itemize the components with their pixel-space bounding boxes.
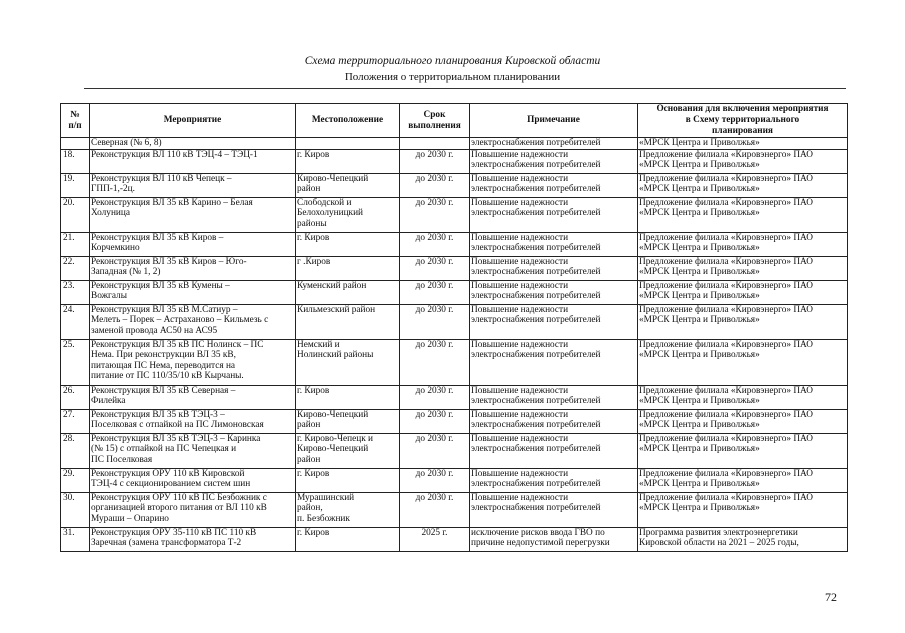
- cell-term: [400, 138, 470, 150]
- cell-event-line: ПС Поселковая: [91, 454, 153, 465]
- cell-basis-line: Предложение филиала «Кировэнерго» ПАО: [639, 385, 814, 396]
- cell-note: [470, 304, 638, 339]
- table-row: [61, 197, 848, 232]
- cell-location-line: Нолинский районы: [297, 350, 374, 361]
- cell-note-line: электроснабжения потребителей: [471, 350, 601, 361]
- cell-basis-line: Программа развития электроэнергетики: [639, 527, 798, 538]
- cell-note: [470, 197, 638, 232]
- cell-event-line: Заречная (замена трансформатора Т-2: [91, 538, 242, 549]
- cell-location-line: Белохолуницкий: [297, 208, 364, 219]
- cell-location: [296, 149, 400, 173]
- cell-event: [90, 339, 296, 385]
- table-row: [61, 492, 848, 527]
- cell-note-line: электроснабжения потребителей: [471, 267, 601, 278]
- cell-note-line: электроснабжения потребителей: [471, 503, 601, 514]
- cell-event-line: ТЭЦ-4 с секционированием систем шин: [91, 479, 251, 490]
- cell-term: до 2030 г.: [400, 468, 470, 492]
- cell-location: [296, 173, 400, 197]
- cell-term: до 2030 г.: [400, 232, 470, 256]
- cell-event-line: Реконструкция ВЛ 35 кВ Киров –: [91, 232, 224, 243]
- cell-basis-line: Предложение филиала «Кировэнерго» ПАО: [639, 197, 814, 208]
- cell-basis-line: «МРСК Центра и Приволжья»: [639, 291, 760, 302]
- cell-basis-line: «МРСК Центра и Приволжья»: [639, 350, 760, 361]
- cell-location-line: г. Киров: [297, 385, 330, 396]
- cell-event: [90, 468, 296, 492]
- cell-note: [470, 256, 638, 280]
- cell-location-line: Куменский район: [297, 280, 367, 291]
- cell-event-line: Реконструкция ВЛ 35 кВ Северная –: [91, 385, 236, 396]
- cell-note: [470, 385, 638, 409]
- column-header-col-event: [90, 104, 296, 138]
- cell-event-line: Реконструкция ВЛ 35 кВ Карино – Белая: [91, 197, 253, 208]
- cell-location-line: Кирово-Чепецкий: [297, 173, 369, 184]
- cell-term: до 2030 г.: [400, 385, 470, 409]
- cell-event: [90, 433, 296, 468]
- cell-number: 24.: [61, 304, 90, 339]
- cell-basis: [638, 385, 848, 409]
- cell-number: 23.: [61, 280, 90, 304]
- cell-basis-line: Кировской области на 2021 – 2025 годы,: [639, 538, 799, 549]
- cell-note-line: исключение рисков ввода ГВО по: [471, 527, 605, 538]
- cell-event-line: Нема. При реконструкции ВЛ 35 кВ,: [91, 350, 236, 361]
- cell-event-line: Реконструкция ОРУ 110 кВ ПС Безбожник с: [91, 492, 267, 503]
- table-row: [61, 138, 848, 150]
- table-row: [61, 409, 848, 433]
- cell-basis: [638, 280, 848, 304]
- column-header-line: в Схему территориального: [685, 115, 800, 125]
- cell-event-line: Западная (№ 1, 2): [91, 267, 161, 278]
- cell-basis-line: «МРСК Центра и Приволжья»: [639, 396, 760, 407]
- cell-basis-line: «МРСК Центра и Приволжья»: [639, 243, 760, 254]
- cell-term: до 2030 г.: [400, 339, 470, 385]
- table-row: [61, 232, 848, 256]
- table-row: [61, 280, 848, 304]
- cell-basis-line: Предложение филиала «Кировэнерго» ПАО: [639, 280, 814, 291]
- cell-basis: [638, 339, 848, 385]
- cell-note-line: Повышение надежности: [471, 149, 569, 160]
- cell-event-line: Реконструкция ВЛ 35 кВ ТЭЦ-3 – Каринка: [91, 433, 261, 444]
- cell-event: [90, 527, 296, 551]
- cell-basis-line: Предложение филиала «Кировэнерго» ПАО: [639, 256, 814, 267]
- cell-location: [296, 385, 400, 409]
- cell-event-line: Вожгалы: [91, 291, 127, 302]
- page-number: 72: [825, 590, 837, 604]
- column-header-line: п/п: [68, 120, 82, 131]
- cell-term: до 2030 г.: [400, 409, 470, 433]
- cell-note: [470, 173, 638, 197]
- events-table: [60, 103, 848, 552]
- cell-basis-line: «МРСК Центра и Приволжья»: [639, 444, 760, 455]
- cell-number: 26.: [61, 385, 90, 409]
- cell-basis-line: «МРСК Центра и Приволжья»: [639, 267, 760, 278]
- cell-location-line: Немский и: [297, 339, 340, 350]
- cell-location: [296, 527, 400, 551]
- cell-event-line: Реконструкция ВЛ 35 кВ М.Сатиур –: [91, 304, 238, 315]
- column-header-line: №: [70, 109, 80, 120]
- cell-term: до 2030 г.: [400, 149, 470, 173]
- column-header-line: Примечание: [527, 115, 580, 125]
- cell-note-line: Повышение надежности: [471, 232, 569, 243]
- cell-basis: [638, 409, 848, 433]
- column-header-line: Местоположение: [311, 115, 384, 125]
- cell-event: [90, 149, 296, 173]
- table-row: [61, 385, 848, 409]
- cell-event-line: Холуница: [91, 208, 130, 219]
- cell-basis-line: «МРСК Центра и Приволжья»: [639, 208, 760, 219]
- cell-location-line: Кирово-Чепецкий: [297, 444, 369, 455]
- cell-basis-line: «МРСК Центра и Приволжья»: [639, 479, 760, 490]
- cell-basis: [638, 197, 848, 232]
- cell-note: [470, 409, 638, 433]
- cell-location-line: г. Киров: [297, 468, 330, 479]
- cell-location-line: Мурашинский: [297, 492, 355, 503]
- cell-note-line: Повышение надежности: [471, 409, 569, 420]
- cell-term: до 2030 г.: [400, 492, 470, 527]
- column-header-col-term: [400, 104, 470, 138]
- cell-location: [296, 468, 400, 492]
- cell-note-line: причине недопустимой перегрузки: [471, 538, 610, 549]
- cell-term: 2025 г.: [400, 527, 470, 551]
- cell-event: [90, 197, 296, 232]
- cell-event-line: Филейка: [91, 396, 126, 407]
- cell-note-line: электроснабжения потребителей: [471, 291, 601, 302]
- cell-event-line: Северная (№ 6, 8): [91, 138, 162, 148]
- cell-number: 27.: [61, 409, 90, 433]
- cell-event-line: питающая ПС Нема, переводится на: [91, 360, 236, 371]
- cell-number: 31.: [61, 527, 90, 551]
- cell-basis: [638, 492, 848, 527]
- cell-basis: [638, 232, 848, 256]
- cell-note-line: Повышение надежности: [471, 339, 569, 350]
- cell-number: 29.: [61, 468, 90, 492]
- column-header-col-note: [470, 104, 638, 138]
- cell-note: [470, 433, 638, 468]
- cell-note-line: Повышение надежности: [471, 256, 569, 267]
- cell-note-line: электроснабжения потребителей: [471, 396, 601, 407]
- table-row: [61, 256, 848, 280]
- cell-note-line: электроснабжения потребителей: [471, 479, 601, 490]
- cell-location-line: г. Киров: [297, 527, 330, 538]
- cell-location-line: п. Безбожник: [297, 513, 350, 524]
- column-header-line: выполнения: [408, 120, 461, 131]
- table-header-row: [61, 104, 848, 138]
- cell-event-line: (№ 15) с отпайкой на ПС Чепецкая и: [91, 444, 237, 455]
- cell-term: до 2030 г.: [400, 304, 470, 339]
- cell-event: [90, 409, 296, 433]
- table-row: [61, 304, 848, 339]
- cell-event-line: Реконструкция ОРУ 35-110 кВ ПС 110 кВ: [91, 527, 257, 538]
- cell-basis: [638, 173, 848, 197]
- cell-location-line: районы: [297, 218, 327, 229]
- cell-term: до 2030 г.: [400, 433, 470, 468]
- cell-event: [90, 232, 296, 256]
- cell-location: [296, 304, 400, 339]
- cell-location-line: Слободской и: [297, 197, 352, 208]
- cell-number: 18.: [61, 149, 90, 173]
- table-row: [61, 173, 848, 197]
- cell-basis-line: «МРСК Центра и Приволжья»: [639, 160, 760, 171]
- cell-basis-line: «МРСК Центра и Приволжья»: [639, 503, 760, 514]
- cell-location: [296, 256, 400, 280]
- table-row: [61, 527, 848, 551]
- cell-event: [90, 304, 296, 339]
- cell-basis-line: Предложение филиала «Кировэнерго» ПАО: [639, 339, 814, 350]
- column-header-col-basis: [638, 104, 848, 138]
- cell-basis: [638, 527, 848, 551]
- cell-location-line: район,: [297, 503, 323, 514]
- cell-note-line: электроснабжения потребителей: [471, 208, 601, 219]
- column-header-line: планирования: [712, 126, 773, 136]
- cell-note-line: электроснабжения потребителей: [471, 160, 601, 171]
- cell-number: 30.: [61, 492, 90, 527]
- cell-note: [470, 527, 638, 551]
- cell-basis-line: Предложение филиала «Кировэнерго» ПАО: [639, 492, 814, 503]
- cell-event-line: Реконструкция ВЛ 35 кВ Киров – Юго-: [91, 256, 247, 267]
- cell-event: [90, 385, 296, 409]
- cell-basis: [638, 304, 848, 339]
- cell-event-line: Мелеть – Порек – Астраханово – Кильмезь с: [91, 315, 269, 326]
- column-header-col-number: [61, 104, 90, 138]
- cell-basis-line: «МРСК Центра и Приволжья»: [639, 138, 760, 148]
- cell-event-line: Мураши – Опарино: [91, 513, 169, 524]
- cell-term: до 2030 г.: [400, 173, 470, 197]
- column-header-col-location: [296, 104, 400, 138]
- cell-location-line: г. Киров: [297, 149, 330, 160]
- cell-note: [470, 468, 638, 492]
- cell-basis-line: «МРСК Центра и Приволжья»: [639, 420, 760, 431]
- cell-location-line: г. Киров: [297, 232, 330, 243]
- column-header-line: Срок: [423, 109, 446, 120]
- cell-note: [470, 492, 638, 527]
- cell-note-line: Повышение надежности: [471, 197, 569, 208]
- cell-number: 25.: [61, 339, 90, 385]
- cell-event-line: Реконструкция ВЛ 35 кВ ПС Нолинск – ПС: [91, 339, 264, 350]
- cell-note-line: Повышение надежности: [471, 492, 569, 503]
- cell-location-line: г. Кирово-Чепецк и: [297, 433, 374, 444]
- cell-note-line: Повышение надежности: [471, 280, 569, 291]
- cell-event-line: ГПП-1,-2ц.: [91, 184, 135, 195]
- cell-basis-line: Предложение филиала «Кировэнерго» ПАО: [639, 232, 814, 243]
- cell-note-line: электроснабжения потребителей: [471, 444, 601, 455]
- cell-note: [470, 232, 638, 256]
- cell-note: [470, 149, 638, 173]
- cell-location: [296, 280, 400, 304]
- cell-basis-line: Предложение филиала «Кировэнерго» ПАО: [639, 149, 814, 160]
- cell-note-line: электроснабжения потребителей: [471, 138, 601, 148]
- table-row: [61, 468, 848, 492]
- cell-location: [296, 197, 400, 232]
- table-row: [61, 433, 848, 468]
- cell-location: [296, 409, 400, 433]
- cell-event: [90, 492, 296, 527]
- cell-event: [90, 256, 296, 280]
- cell-location: [296, 492, 400, 527]
- cell-event-line: заменой провода АС50 на АС95: [91, 325, 218, 336]
- cell-note-line: Повышение надежности: [471, 468, 569, 479]
- cell-location-line: район: [297, 420, 321, 431]
- cell-note-line: электроснабжения потребителей: [471, 184, 601, 195]
- document-title: Схема территориального планирования Кировской области: [304, 55, 601, 67]
- cell-event-line: Реконструкция ОРУ 110 кВ Кировской: [91, 468, 245, 479]
- cell-term: до 2030 г.: [400, 280, 470, 304]
- cell-note-line: электроснабжения потребителей: [471, 243, 601, 254]
- cell-location: [296, 339, 400, 385]
- cell-event-line: Реконструкция ВЛ 35 кВ ТЭЦ-3 –: [91, 409, 225, 420]
- cell-basis: [638, 149, 848, 173]
- cell-location-line: Кильмезский район: [297, 304, 376, 315]
- cell-basis-line: Предложение филиала «Кировэнерго» ПАО: [639, 433, 814, 444]
- cell-location: [296, 138, 400, 150]
- cell-event-line: Реконструкция ВЛ 110 кВ ТЭЦ-4 – ТЭЦ-1: [91, 149, 258, 160]
- cell-event-line: Корчемкино: [91, 243, 140, 254]
- column-header-line: Основания для включения мероприятия: [656, 104, 829, 114]
- cell-basis: [638, 256, 848, 280]
- table-body: [61, 138, 848, 552]
- cell-location-line: район: [297, 454, 321, 465]
- cell-basis-line: Предложение филиала «Кировэнерго» ПАО: [639, 468, 814, 479]
- cell-event-line: организацией второго питания от ВЛ 110 кВ: [91, 503, 267, 514]
- cell-event: [90, 138, 296, 150]
- cell-note: [470, 339, 638, 385]
- cell-note-line: электроснабжения потребителей: [471, 315, 601, 326]
- cell-basis: [638, 468, 848, 492]
- cell-number: 19.: [61, 173, 90, 197]
- cell-event-line: Реконструкция ВЛ 35 кВ Кумены –: [91, 280, 230, 291]
- table-row: [61, 339, 848, 385]
- cell-basis-line: Предложение филиала «Кировэнерго» ПАО: [639, 304, 814, 315]
- cell-event-line: Реконструкция ВЛ 110 кВ Чепецк –: [91, 173, 232, 184]
- cell-term: до 2030 г.: [400, 197, 470, 232]
- cell-event-line: Поселковая с отпайкой на ПС Лимоновская: [91, 420, 264, 431]
- cell-number: 21.: [61, 232, 90, 256]
- cell-note-line: Повышение надежности: [471, 304, 569, 315]
- cell-event: [90, 173, 296, 197]
- cell-number: 22.: [61, 256, 90, 280]
- cell-note-line: Повышение надежности: [471, 173, 569, 184]
- column-header-line: Мероприятие: [163, 115, 222, 125]
- cell-number: 20.: [61, 197, 90, 232]
- cell-note-line: электроснабжения потребителей: [471, 420, 601, 431]
- cell-note: [470, 280, 638, 304]
- document-subtitle: Положения о территориальном планировании: [344, 71, 561, 83]
- cell-location-line: район: [297, 184, 321, 195]
- cell-basis-line: «МРСК Центра и Приволжья»: [639, 184, 760, 195]
- header-rule: [84, 88, 846, 89]
- cell-note-line: Повышение надежности: [471, 385, 569, 396]
- cell-location: [296, 433, 400, 468]
- cell-event: [90, 280, 296, 304]
- cell-note: [470, 138, 638, 150]
- cell-number: [61, 138, 90, 150]
- cell-number: 28.: [61, 433, 90, 468]
- cell-term: до 2030 г.: [400, 256, 470, 280]
- cell-basis-line: Предложение филиала «Кировэнерго» ПАО: [639, 173, 814, 184]
- cell-location-line: г .Киров: [297, 256, 331, 267]
- table-header: [61, 104, 848, 138]
- cell-basis: [638, 138, 848, 150]
- cell-location-line: Кирово-Чепецкий: [297, 409, 369, 420]
- cell-basis-line: Предложение филиала «Кировэнерго» ПАО: [639, 409, 814, 420]
- cell-basis: [638, 433, 848, 468]
- cell-note-line: Повышение надежности: [471, 433, 569, 444]
- table-row: [61, 149, 848, 173]
- cell-event-line: питание от ПС 110/35/10 кВ Кырчаны.: [91, 371, 244, 382]
- cell-basis-line: «МРСК Центра и Приволжья»: [639, 315, 760, 326]
- cell-location: [296, 232, 400, 256]
